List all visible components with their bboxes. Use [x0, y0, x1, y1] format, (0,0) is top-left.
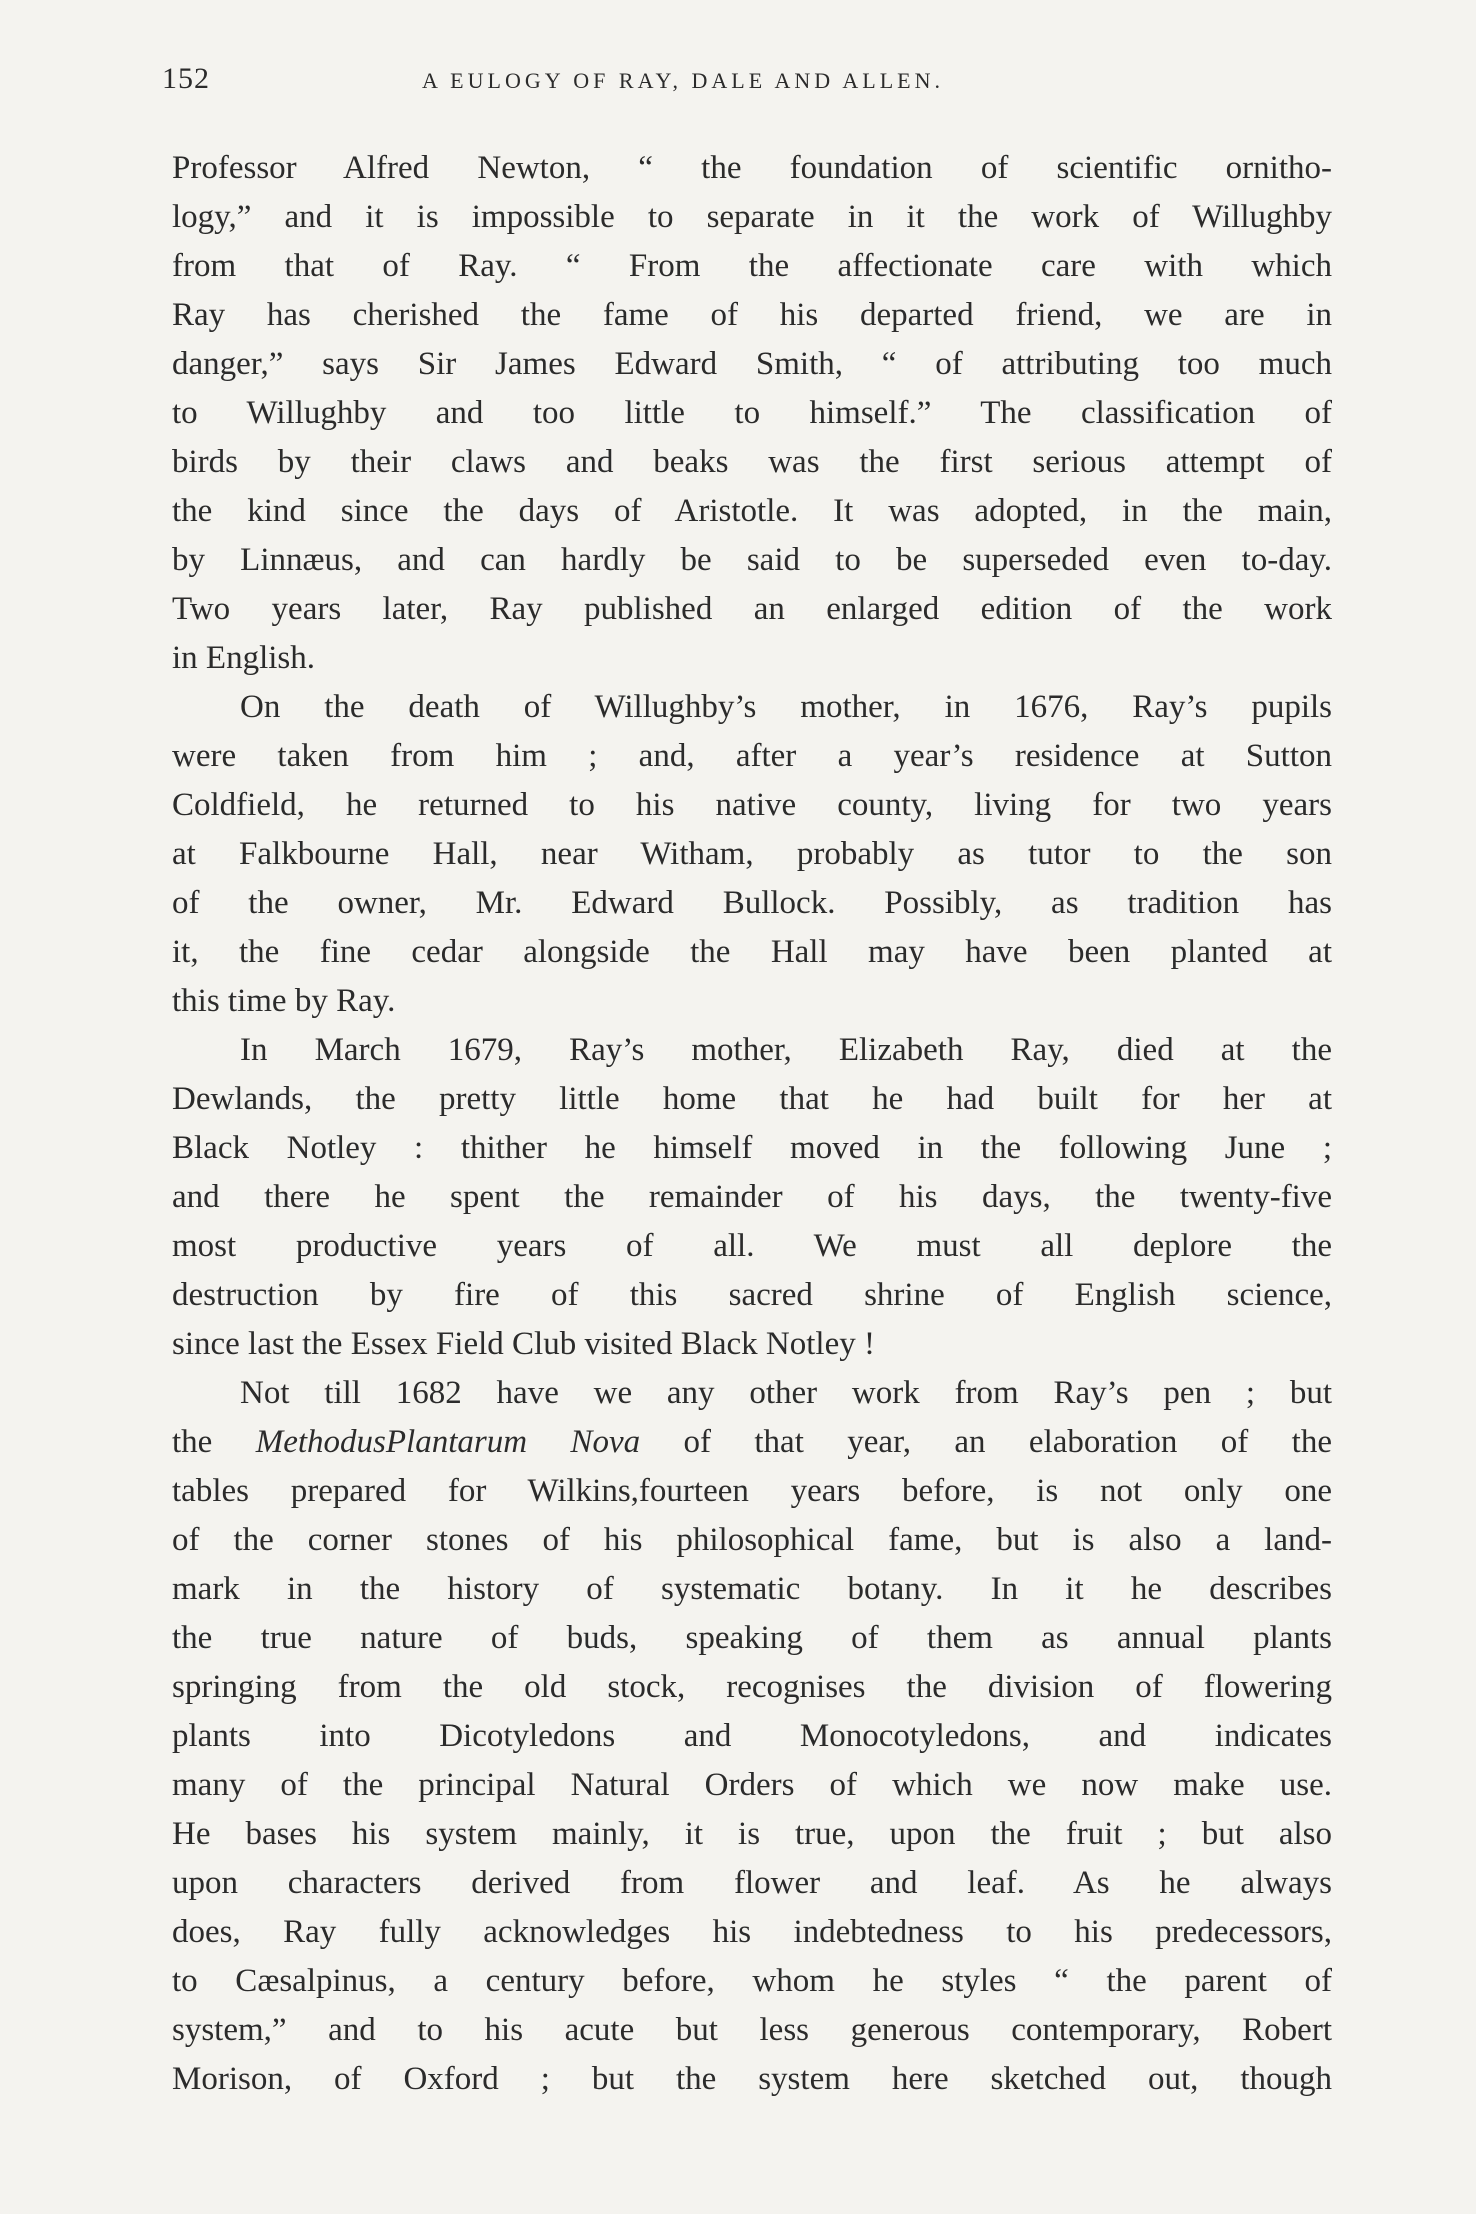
text-line: springing from the old stock, recognises the division of flowering	[172, 1669, 1332, 1705]
text-line: in English.	[172, 640, 316, 676]
text-line: many of the principal Natural Orders of which we now make use.	[172, 1767, 1332, 1803]
page-number: 152	[162, 62, 210, 95]
text-line: In March 1679, Ray’s mother, Elizabeth Ray, died at the	[240, 1032, 1332, 1068]
text-line: Black Notley : thither he himself moved in the following June ;	[172, 1130, 1332, 1166]
text-line: of the corner stones of his philosophical fame, but is also a land-	[172, 1522, 1332, 1558]
text-line: since last the Essex Field Club visited Black Notley !	[172, 1326, 875, 1362]
text-line: this time by Ray.	[172, 983, 396, 1019]
text-line: by Linnæus, and can hardly be said to be superseded even to-day.	[172, 542, 1332, 578]
text-line: logy,” and it is impossible to separate in it the work of Willughby	[172, 199, 1332, 235]
text-line: it, the fine cedar alongside the Hall may have been planted at	[172, 934, 1332, 970]
text-line: and there he spent the remainder of his days, the twenty-five	[172, 1179, 1332, 1215]
text-line: On the death of Willughby’s mother, in 1676, Ray’s pupils	[240, 689, 1332, 725]
text-line: Professor Alfred Newton, “ the foundation of scientific ornitho-	[172, 150, 1332, 186]
text-line: to Cæsalpinus, a century before, whom he styles “ the parent of	[172, 1963, 1332, 1999]
text-line: of the owner, Mr. Edward Bullock. Possibly, as tradition has	[172, 885, 1332, 921]
text-line: to Willughby and too little to himself.” The classification of	[172, 395, 1332, 431]
body-text	[172, 144, 1332, 2104]
text-line: Ray has cherished the fame of his departed friend, we are in	[172, 297, 1332, 333]
text-line: at Falkbourne Hall, near Witham, probably as tutor to the son	[172, 836, 1332, 872]
text-line: upon characters derived from flower and leaf. As he always	[172, 1865, 1332, 1901]
text-line: mark in the history of systematic botany. In it he describes	[172, 1571, 1332, 1607]
running-head: A EULOGY OF RAY, DALE AND ALLEN.	[422, 68, 944, 93]
text-line: plants into Dicotyledons and Monocotyledons, and indicates	[172, 1718, 1332, 1754]
text-line: birds by their claws and beaks was the first serious attempt of	[172, 444, 1332, 480]
text-line: Not till 1682 have we any other work from Ray’s pen ; but	[240, 1375, 1332, 1411]
text-line: Coldfield, he returned to his native county, living for two years	[172, 787, 1332, 823]
page-header	[162, 62, 1332, 112]
text-line: danger,” says Sir James Edward Smith, “ of attributing too much	[172, 346, 1332, 382]
text-line: destruction by fire of this sacred shrine of English science,	[172, 1277, 1332, 1313]
text-line: the kind since the days of Aristotle. It was adopted, in the main,	[172, 493, 1332, 529]
text-line: He bases his system mainly, it is true, upon the fruit ; but also	[172, 1816, 1332, 1852]
line-segment: of that year, an elaboration of the	[640, 1424, 1332, 1460]
text-line: system,” and to his acute but less generous contemporary, Robert	[172, 2012, 1332, 2048]
text-line	[172, 1418, 1332, 1467]
line-segment: the	[172, 1424, 256, 1460]
text-line: Dewlands, the pretty little home that he had built for her at	[172, 1081, 1332, 1117]
text-line: tables prepared for Wilkins,fourteen years before, is not only one	[172, 1473, 1332, 1509]
text-line: the true nature of buds, speaking of them as annual plants	[172, 1620, 1332, 1656]
text-line: Two years later, Ray published an enlarged edition of the work	[172, 591, 1332, 627]
text-line: does, Ray fully acknowledges his indebtedness to his predecessors,	[172, 1914, 1332, 1950]
text-line: from that of Ray. “ From the affectionate care with which	[172, 248, 1332, 284]
text-line: Morison, of Oxford ; but the system here sketched out, though	[172, 2061, 1332, 2097]
text-line: most productive years of all. We must all deplore the	[172, 1228, 1332, 1264]
text-line: were taken from him ; and, after a year’s residence at Sutton	[172, 738, 1332, 774]
book-title: MethodusPlantarum Nova	[255, 1424, 641, 1460]
